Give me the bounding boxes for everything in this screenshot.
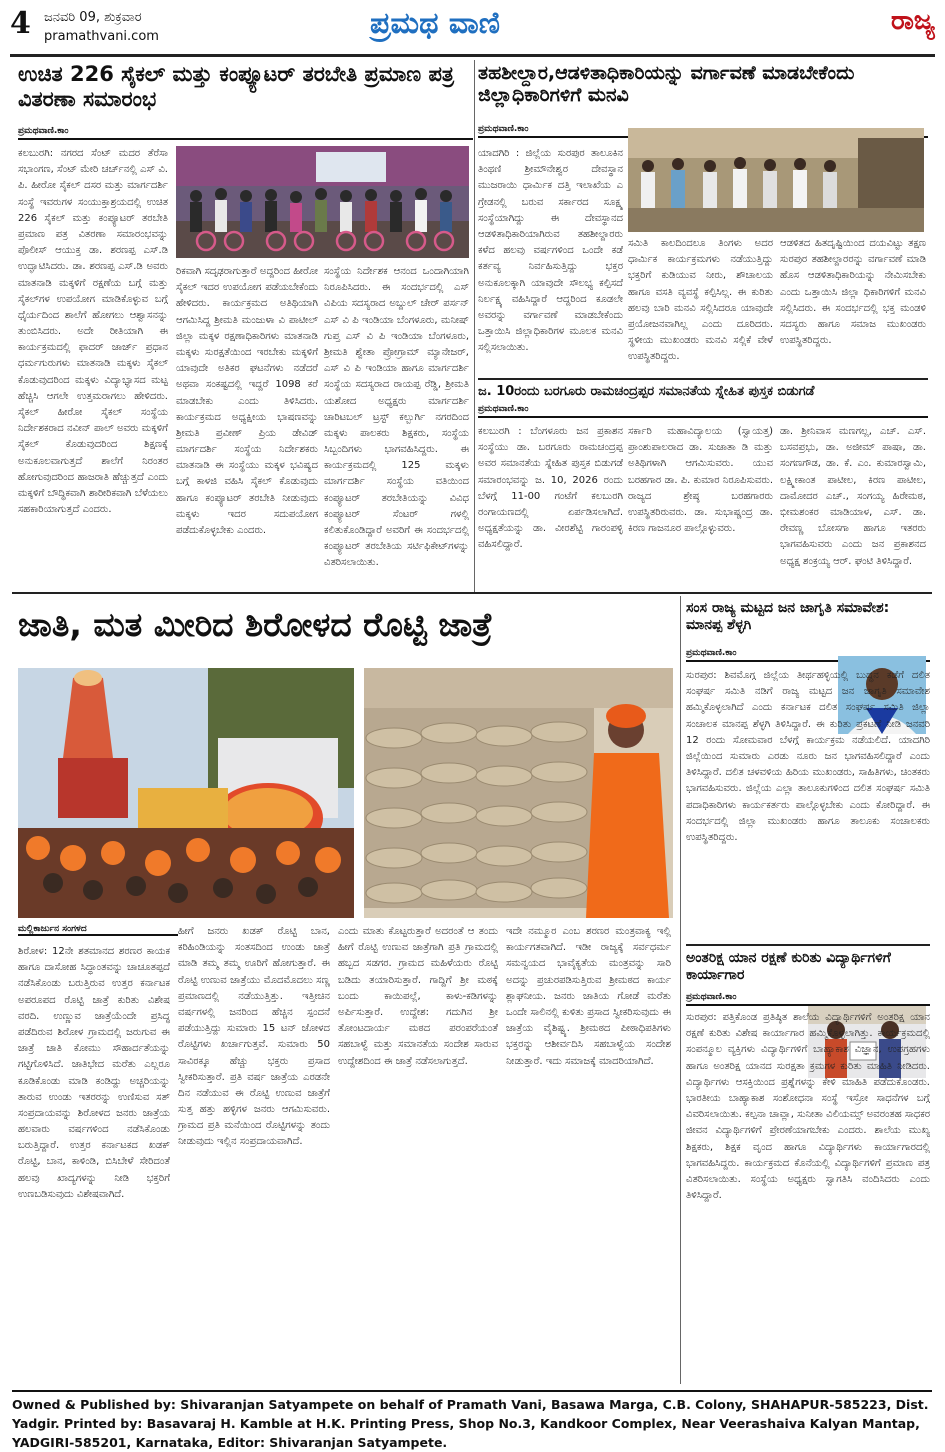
- photo-credit: ಮಲ್ಲಿಕಾರ್ಜುನ ಸಂಗಳದ: [18, 924, 178, 936]
- section-divider: [478, 378, 928, 380]
- antariksha-byline: ಪ್ರಮಥವಾಣಿ.ಕಾಂ: [686, 992, 930, 1006]
- cycle-col3: ಸಂಸ್ಥೆಯ ನಿರ್ದೇಶಕ ಆನಂದ ಒಂದಾಗಿಯಾಗಿ ನಿರೂಪಿಸಿದರು. ಈ ಸಂದರ್ಭದಲ್ಲಿ ಎಸ್ ವಿಪಿಯ ಸದಸ್ಯರಾದ ಅಬ್ದುಲ್ ಚೇರ್ ಪರ್ಸನ್ ಎಸ್ ವಿ ಪಿ ಇಂಡಿಯಾ ಬೆಂಗಳೂರು, ಮನೀಷ್ ಗುಪ್ತ ಎಸ್ ವಿ ಪಿ ಇಂಡಿಯಾ ಬೆಂಗಳೂರು, ಶ್ರೀಮತಿ ಶ್ವೇತಾ ಪ್ರೋಗ್ರಾಮ್ ಮ್ಯಾನೇಜರ್, ಎಸ್ ವಿ ಪಿ ಇಂಡಿಯಾ ಹಾಗೂ ಮಾರ್ಗದರ್ಶಿ ಸಂಸ್ಥೆಯ ಸದಸ್ಯರಾದ ರಾಯಪ್ಪ ರೆಡ್ಡಿ, ಶ್ರೀಮತಿ ಯಶೋದ ಅಧ್ಯಕ್ಷರು ಮಾರ್ಗದರ್ಶಿ ಚಾರಿಟಬಲ್ ಟ್ರಸ್ಟ್ ಕಲ್ಬುರ್ಗಿ ನಗರದಿಂದ ಮಕ್ಕಳು ಪಾಲಕರು ಶಿಕ್ಷಕರು, ಸಂಸ್ಥೆಯ ಸಿಬ್ಬಂದಿಗಳು ಭಾಗವಹಿಸಿದ್ದರು. ಈ ಕಾರ್ಯಕ್ರಮದಲ್ಲಿ 125 ಮಕ್ಕಳು ಮಾರ್ಗದರ್ಶಿ ಸಂಸ್ಥೆಯ ವತಿಯಿಂದ ಕಂಪ್ಯೂಟರ್ ತರಬೇತಿಯನ್ನು ವಿವಿಧ ಕಂಪ್ಯೂಟರ್ ಸೆಂಟರ್ ಗಳಲ್ಲಿ ಕಲಿತುಕೊಂಡಿದ್ದಾರೆ ಅವರಿಗೆ ಈ ಸಂದರ್ಭದಲ್ಲಿ ಕಂಪ್ಯೂಟರ್ ತರಬೇತಿಯ ಸರ್ಟಿಫಿಕೇಟ್‌ಗಳನ್ನು ವಿತರಿಸಲಾಯಿತು.: [324, 266, 469, 569]
- antariksha-headline: ಅಂತರಿಕ್ಷ ಯಾನ ರಕ್ಷಣೆ ಕುರಿತು ವಿದ್ಯಾರ್ಥಿಗಳಿಗೆ ಕಾರ್ಯಾಗಾರ: [686, 950, 891, 983]
- tahsildar-col1: ಯಾದಗಿರಿ : ಜಿಲ್ಲೆಯ ಸುರಪುರ ತಾಲೂಕಿನ ತಿಂಥಣಿ ಶ್ರೀಮೌನೇಶ್ವರ ದೇವಸ್ಥಾನ ಮುಜರಾಯಿ ಧಾರ್ಮಿಕ ದತ್ತಿ ಇಲಾಖೆಯ ಎ ಗ್ರೇಡನಲ್ಲಿ ಬರುವ ಸರ್ಕಾರದ ಸೂಕ್ಷ್ಮ ಸಂಸ್ಥೆಯಾಗಿದ್ದು ಈ ದೇವಸ್ಥಾನದ ಆಡಳಿತಾಧಿಕಾರಿಯಾಗಿರುವ ತಹಶೀಲ್ದಾರರು ಕಳೆದ ಹಲವು ವರ್ಷಗಳಿಂದ ಒಂದೇ ಕಡೆ ಕರ್ತವ್ಯ ನಿರ್ವಹಿಸುತ್ತಿದ್ದು ಭಕ್ತರ ಅನುಕೂಲಕ್ಕಾಗಿ ಯಾವುದೇ ಸೌಲಭ್ಯ ಕಲ್ಪಿಸದೆ ನಿರ್ಲಕ್ಷ್ಯ ವಹಿಸಿದ್ದಾರೆ ಆದ್ದರಿಂದ ಕೂಡಲೇ ಅವರನ್ನು ವರ್ಗಾವಣೆ ಮಾಡಬೇಕೆಂದು ಒತ್ತಾಯಿಸಿ ಜಿಲ್ಲಾಧಿಕಾರಿಗಳ ಮೂಲಕ ಮನವಿ ಸಲ್ಲಿಸಲಾಯಿತು.: [478, 148, 623, 354]
- samavesha-headline: ಸಂಸ ರಾಜ್ಯ ಮಟ್ಟದ ಜನ ಜಾಗೃತಿ ಸಮಾವೇಶ: ಮಾನಪ್ಪ ಶೆಳ್ಳಗಿ: [686, 600, 890, 633]
- antariksha-text: ಸುರಪುರ: ಪತ್ತಿಕೊಂಡ ಪ್ರತಿಷ್ಠಿತ ಶಾಲೆಯ ವಿದ್ಯಾರ್ಥಿಗಳಿಗೆ ಅಂತರಿಕ್ಷ ಯಾನ ರಕ್ಷಣೆ ಕುರಿತು ವಿಶೇಷ ಕಾರ್ಯಾಗಾರ ಹಮ್ಮಿಕೊಳ್ಳಲಾಗಿತ್ತು. ಕಾರ್ಯಕ್ರಮದಲ್ಲಿ ಸಂಪನ್ಮೂಲ ವ್ಯಕ್ತಿಗಳು ವಿದ್ಯಾರ್ಥಿಗಳಿಗೆ ಬಾಹ್ಯಾಕಾಶ ವಿಜ್ಞಾನ, ಉಪಗ್ರಹಗಳು ಹಾಗೂ ಅಂತರಿಕ್ಷ ಯಾನದ ಸುರಕ್ಷತಾ ಕ್ರಮಗಳ ಕುರಿತು ಮಾಹಿತಿ ನೀಡಿದರು. ವಿದ್ಯಾರ್ಥಿಗಳು ಆಸಕ್ತಿಯಿಂದ ಪ್ರಶ್ನೆಗಳನ್ನು ಕೇಳಿ ಮಾಹಿತಿ ಪಡೆದುಕೊಂಡರು. ಭಾರತೀಯ ಬಾಹ್ಯಾಕಾಶ ಸಂಶೋಧನಾ ಸಂಸ್ಥೆ ಇಸ್ರೋ ಸಾಧನೆಗಳ ಬಗ್ಗೆ ವಿವರಿಸಲಾಯಿತು. ಕಲ್ಪನಾ ಚಾವ್ಲಾ, ಸುನೀತಾ ವಿಲಿಯಮ್ಸ್ ಅವರಂತಹ ಸಾಧಕರ ಜೀವನ ವಿದ್ಯಾರ್ಥಿಗಳಿಗೆ ಪ್ರೇರಣೆಯಾಗಬೇಕು ಎಂದರು. ಶಾಲೆಯ ಮುಖ್ಯ ಶಿಕ್ಷಕರು, ಶಿಕ್ಷಕ ವೃಂದ ಹಾಗೂ ವಿದ್ಯಾರ್ಥಿಗಳು ಕಾರ್ಯಾಗಾರದಲ್ಲಿ ಭಾಗವಹಿಸಿದ್ದರು. ಕಾರ್ಯಕ್ರಮದ ಕೊನೆಯಲ್ಲಿ ವಿದ್ಯಾರ್ಥಿಗಳಿಗೆ ಪ್ರಮಾಣ ಪತ್ರ ವಿತರಿಸಲಾಯಿತು. ಸಂಸ್ಥೆಯ ಅಧ್ಯಕ್ಷರು ಸ್ವಾಗತಿಸಿ ವಂದಿಸಿದರು ಎಂದು ತಿಳಿಸಿದ್ದಾರೆ.: [686, 1012, 930, 1202]
- jatre-headline: ಜಾತಿ, ಮತ ಮೀರಿದ ಶಿರೋಳದ ರೊಟ್ಟಿ ಜಾತ್ರೆ: [18, 606, 493, 644]
- tahsildar-photo: [628, 128, 924, 232]
- book-release-col2: ಸರ್ಕಾರಿ ಮಹಾವಿದ್ಯಾಲಯ (ಸ್ವಾಯತ್ತ) ಪ್ರಾಂಶುಪಾಲರಾದ ಡಾ. ಸುಜಾತಾ ಡಿ ಮತ್ತು ಅತಿಥಿಗಳಾಗಿ ಆಗಮಿಸುವರು. ಯುವ ಬರಹಗಾರ ಡಾ. ಪಿ. ಕುಮಾರ ನಿರೂಪಿಸುವರು. ರಾಜ್ಯದ ಶ್ರೇಷ್ಠ ಬರಹಗಾರರು ಉಪಸ್ಥಿತರಿರುವರು. ಡಾ. ಸುಭಾಷ್ಚಂದ್ರ ಡಾ. ಕಿರಣ ಗಾಜನೂರ ಪಾಲ್ಗೊಳ್ಳುವರು.: [628, 426, 773, 535]
- jatre-col1: ಶಿರೋಳ: 12ನೇ ಶತಮಾನದ ಶರಣರ ಕಾಯಕ ಹಾಗೂ ದಾಸೋಹ ಸಿದ್ಧಾಂತವನ್ನು ಚಾಚೂತಪ್ಪದೆ ನಡೆಸಿಕೊಂಡು ಬರುತ್ತಿರುವ ಉತ್ತರ ಕರ್ನಾಟಕ ಅಪರೂಪದ ರೊಟ್ಟಿ ಜಾತ್ರೆ ಕುರಿತು ವಿಶೇಷ ವರದಿ. ಉಣ್ಣುವ ಜಾತ್ರೆಯೆಂದೇ ಪ್ರಸಿದ್ಧ ಪಡೆದಿರುವ ಶಿರೋಳ ಗ್ರಾಮದಲ್ಲಿ ಜರುಗುವ ಈ ಜಾತ್ರೆ ಜಾತಿ ಕೋಮು ಸೌಹಾರ್ದತೆಯನ್ನು ಗಟ್ಟಿಗೊಳಿಸಿದೆ. ಜಾತಿಭೇದ ಮರೆತು ಎಲ್ಲರೂ ಕೂಡಿಕೊಂಡು ಮಾಡಿ ಕಂಡಿದ್ದು ಅಚ್ಚರಿಯನ್ನು ತಾರುವ ಉಂಡು ಇತರರನ್ನು ಉಣಿಸುವ ಸತ್ ಸಂಪ್ರದಾಯವನ್ನು ಶಿರೋಳದ ಜನರು ಜಾತ್ರೆಯ ಹಲವಾರು ವರ್ಷಗಳಿಂದ ನಡೆಸಿಕೊಂಡು ಬರುತ್ತಿದ್ದಾರೆ. ಉತ್ತರ ಕರ್ನಾಟಕದ ಖಡಕ್ ರೊಟ್ಟಿ, ಬಾನ, ಕಾಳಿಂಡಿ, ಬಿಸಿಬೇಳೆ ಸೇರಿದಂತೆ ಹಲವು ಖಾದ್ಯಗಳನ್ನು ನೀಡಿ ಭಕ್ತರಿಗೆ ಉಣಬಡಿಸುವುದು ವಿಶೇಷವಾಗಿದೆ.: [18, 946, 170, 1200]
- tahsildar-col3: ಆಡಳಿತದ ಹಿತದೃಷ್ಟಿಯಿಂದ ದಯವಿಟ್ಟು ತಕ್ಷಣ ಸುರಪುರ ತಹಶೀಲ್ದಾರರನ್ನು ವರ್ಗಾವಣೆ ಮಾಡಿ ಹೊಸ ಆಡಳಿತಾಧಿಕಾರಿಯನ್ನು ನೇಮಿಸಬೇಕು ಎಂದು ಒತ್ತಾಯಿಸಿ ಜಿಲ್ಲಾ ಧಿಕಾರಿಗಳಿಗೆ ಮನವಿ ಸಲ್ಲಿಸಿದರು. ಈ ಸಂದರ್ಭದಲ್ಲಿ ಭಕ್ತ ಮಂಡಳಿ ಸದಸ್ಯರು ಹಾಗೂ ಸಮಾಜ ಮುಖಂಡರು ಉಪಸ್ಥಿತರಿದ್ದರು.: [780, 238, 926, 347]
- tahsildar-col2: ಸಮಿತಿ ಕಾಲದಿಂದಲೂ ತಿಂಗಳು ಅದರ ಧಾರ್ಮಿಕ ಕಾರ್ಯಕ್ರಮಗಳು ನಡೆಯುತ್ತಿದ್ದು ಭಕ್ತರಿಗೆ ಕುಡಿಯುವ ನೀರು, ಶೌಚಾಲಯ ಹಾಗೂ ವಸತಿ ವ್ಯವಸ್ಥೆ ಕಲ್ಪಿಸಿಲ್ಲ. ಈ ಕುರಿತು ಹಲವು ಬಾರಿ ಮನವಿ ಸಲ್ಲಿಸಿದರೂ ಯಾವುದೇ ಪ್ರಯೋಜನವಾಗಿಲ್ಲ ಎಂದು ದೂರಿದರು. ಸ್ಥಳೀಯ ಮುಖಂಡರು ಮನವಿ ಸಲ್ಲಿಕೆ ವೇಳೆ ಉಪಸ್ಥಿತರಿದ್ದರು.: [628, 238, 773, 363]
- column-divider: [474, 60, 475, 592]
- column-divider: [680, 596, 681, 1384]
- paper-logo: [370, 6, 500, 41]
- samavesha-byline: ಪ್ರಮಥವಾಣಿ.ಕಾಂ: [686, 648, 930, 662]
- cycle-byline: ಪ್ರಮಥವಾಣಿ.ಕಾಂ: [18, 126, 473, 140]
- jatre-rotti-photo: [364, 668, 673, 918]
- issue-date: ಜನವರಿ 09, ಶುಕ್ರವಾರ: [44, 10, 142, 25]
- page-number: 4: [10, 6, 31, 41]
- publisher-imprint: Owned & Published by: Shivaranjan Satyampete on behalf of Pramath Vani, Basawa Marga, C.B. Colony, SHAHAPUR-585223, Dist. Yadgir. Printed by: Basavaraj H. Kamble at H.K. Printing Press, Shop No.3, Kandkoor Complex, Near Veerashaiva Kalyan Mantap, YADGIRI-585201, Karnataka, Editor: Shivaranjan Satyampete.: [12, 1390, 932, 1452]
- jatre-col2: ಹೀಗೆ ಜನರು ಖಡಕ್ ರೊಟ್ಟಿ ಬಾನ, ಕರಿಹಿಂಡಿಯನ್ನು ಸಂತಸದಿಂದ ಉಂಡು ಜಾತ್ರೆ ಮಾಡಿ ತಮ್ಮ ತಮ್ಮ ಊರಿಗೆ ಹೋಗುತ್ತಾರೆ. ಈ ರೊಟ್ಟಿ ಉಣುವ ಜಾತ್ರೆಯು ಮೊದಮೊದಲು ಸಣ್ಣ ಪ್ರಮಾಣದಲ್ಲಿ ನಡೆಯುತ್ತಿತ್ತು. ಇತ್ತೀಚಿನ ವರ್ಷಗಳಲ್ಲಿ ಜನರಿಂದ ಹೆಚ್ಚಿನ ಸ್ಪಂದನೆ ಪಡೆಯುತ್ತಿದ್ದು ಸುಮಾರು 15 ಟನ್ ಜೋಳದ ರೊಟ್ಟಿಗಳು ಖರ್ಚಾಗುತ್ತವೆ. ಸುಮಾರು 50 ಸಾವಿರಕ್ಕೂ ಹೆಚ್ಚು ಭಕ್ತರು ಪ್ರಸಾದ ಸ್ವೀಕರಿಸುತ್ತಾರೆ. ಪ್ರತಿ ವರ್ಷ ಜಾತ್ರೆಯ ಎರಡನೇ ದಿನ ನಡೆಯುವ ಈ ರೊಟ್ಟಿ ಉಣುವ ಜಾತ್ರೆಗೆ ಸುತ್ತ ಹತ್ತು ಹಳ್ಳಿಗಳ ಜನರು ಆಗಮಿಸುವರು. ಗ್ರಾಮದ ಪ್ರತಿ ಮನೆಯಿಂದ ರೊಟ್ಟಿಗಳನ್ನು ತಂದು ನೀಡುವುದು ಇಲ್ಲಿನ ಸಂಪ್ರದಾಯವಾಗಿದೆ.: [178, 926, 330, 1148]
- jatre-chariot-photo: [18, 668, 354, 918]
- tahsildar-byline: ಪ್ರಮಥವಾಣಿ.ಕಾಂ: [478, 124, 928, 138]
- section-label: ರಾಜ್ಯ: [891, 6, 935, 36]
- section-divider: [12, 592, 932, 594]
- section-divider: [686, 944, 930, 946]
- cycle-col2: ರಿಕವಾಗಿ ಸದೃಢರಾಗುತ್ತಾರೆ ಅದ್ದರಿಂದ ಹೀರೋ ಸೈಕಲ್ ಇದರ ಉಪಯೋಗ ಪಡೆಯಬೇಕೆಂದು ಹೇಳಿದರು. ಕಾರ್ಯಕ್ರಮದ ಅತಿಥಿಯಾಗಿ ಆಗಮಿಸಿದ್ದ ಶ್ರೀಮತಿ ಮಂಜುಳಾ ವಿ ಪಾಟೀಲ್ ಜಿಲ್ಲಾ ಮಕ್ಕಳ ರಕ್ಷಣಾಧಿಕಾರಿಗಳು ಮಾತನಾಡಿ ಮಕ್ಕಳು ಸುರಕ್ಷತೆಯಿಂದ ಇರಬೇಕು ಮಕ್ಕಳಿಗೆ ಯಾವುದೇ ಅತಿಕರ ಘಟನೆಗಳು ನಡೆದರೆ ಅಥವಾ ಸಂಕಷ್ಟದಲ್ಲಿ ಇದ್ದರೆ 1098 ಕರೆ ಮಾಡಬೇಕು ಎಂದು ತಿಳಿಸಿದರು. ಕಾರ್ಯಕ್ರಮದ ಅಧ್ಯಕ್ಷೀಯ ಭಾಷಣವನ್ನು ಶ್ರೀಮತಿ ಪ್ರವೀಣ್ ಪ್ರಿಯ ಡೇವಿಡ್ ಮಾರ್ಗದರ್ಶಿ ಸಂಸ್ಥೆಯ ನಿರ್ದೇಶಕರು ಮಾತನಾಡಿ ಈ ಸಂಸ್ಥೆಯು ಮಕ್ಕಳ ಭವಿಷ್ಯದ ಬಗ್ಗೆ ಕಾಳಜಿ ವಹಿಸಿ ಸೈಕಲ್ ಕೊಡುವುದು ಹಾಗೂ ಕಂಪ್ಯೂಟರ್ ತರಬೇತಿ ನೀಡುವುದು ಮಕ್ಕಳು ಇದರ ಸದುಪಯೋಗ ಪಡೆದುಕೊಳ್ಳಬೇಕು ಎಂದರು.: [176, 266, 318, 536]
- cycle-photo: [176, 146, 469, 258]
- book-release-col3: ಡಾ. ಶ್ರೀನಿವಾಸ ಮಣಗಲ್ಲ, ಎಚ್. ಎಸ್. ಬಸವಪ್ರಭು, ಡಾ. ಅಜೀಮ್ ಪಾಷಾ, ಡಾ. ಸಂಗಣಗೌಡ, ಡಾ. ಕೆ. ಎಂ. ಕುಮಾರಸ್ವಾಮಿ, ಲಕ್ಷ್ಮೀಕಾಂತ ಪಾಟೀಲ, ಕಿರಣ ಪಾಟೀಲ, ದಾಮೋದರ ಎಚ್., ಸಂಗಯ್ಯ ಹಿರೇಮಠ, ಭೀಮಶಂಕರ ಮಾಡಿಯಾಳ, ಎಸ್. ಡಾ. ರೇವಣ್ಣ ಬೋಸಗಾ ಹಾಗೂ ಇತರರು ಭಾಗವಹಿಸುವರು ಎಂದು ಜನ ಪ್ರಕಾಶನದ ಅಧ್ಯಕ್ಷ ಶಂಕ್ರಯ್ಯ ಆರ್. ಘಂಟಿ ತಿಳಿಸಿದ್ದಾರೆ.: [780, 426, 926, 567]
- book-release-headline: ಜ. 10ರಂದು ಬರಗೂರು ರಾಮಚಂದ್ರಪ್ಪರ ಸಮಾನತೆಯ ಸ್ನೇಹಿತ ಪುಸ್ತಕ ಬಿಡುಗಡೆ: [478, 384, 815, 399]
- jatre-col3: ಎಂದು ಮಾತು ಕೊಟ್ಟರುತ್ತಾರೆ ಅದರಂತೆ ಆ ತಂದು ಹೀಗೆ ರೊಟ್ಟಿ ಉಣುವ ಜಾತ್ರೆಗಾಗಿ ಪ್ರತಿ ಗ್ರಾಮದಲ್ಲಿ ಹಬ್ಬದ ಸಡಗರ. ಗ್ರಾಮದ ಮಹಿಳೆಯರು ರೊಟ್ಟಿ ಬಡಿದು ತಯಾರಿಸುತ್ತಾರೆ. ಗಾದ್ದಿಗೆ ಶ್ರೀ ಮಠಕ್ಕೆ ಬಂದು ಕಾಯಿಪಲ್ಲೆ, ಕಾಳು-ಕಡಿಗಳನ್ನು ಅರ್ಪಿಸುತ್ತಾರೆ. ಉದ್ದೇಶ: ಗದುಗಿನ ಶ್ರೀ ತೋಂಟದಾರ್ಯ ಮಠದ ಪರಂಪರೆಯಂತೆ ಸಹಬಾಳ್ವೆ ಮತ್ತು ಸಮಾನತೆಯ ಸಂದೇಶ ಸಾರುವ ಉದ್ದೇಶದಿಂದ ಈ ಜಾತ್ರೆ ನಡೆಸಲಾಗುತ್ತದೆ.: [338, 926, 498, 1067]
- logo-word-1: ಪ್ರಮಥ: [370, 6, 439, 41]
- logo-word-2: ವಾಣಿ: [448, 6, 501, 41]
- cycle-headline: ಉಚಿತ 226 ಸೈಕಲ್ ಮತ್ತು ಕಂಪ್ಯೂಟರ್ ತರಬೇತಿ ಪ್ರಮಾಣ ಪತ್ರ ವಿತರಣಾ ಸಮಾರಂಭ: [18, 62, 454, 111]
- tahsildar-headline: ತಹಶೀಲ್ದಾರ,ಆಡಳಿತಾಧಿಕಾರಿಯನ್ನು ವರ್ಗಾವಣೆ ಮಾಡಬೇಕೆಂದು ಜಿಲ್ಲಾಧಿಕಾರಿಗಳಿಗೆ ಮನವಿ: [478, 62, 855, 107]
- jatre-col4: ಇದೇ ನಮ್ಮೂರ ಎಂಬ ಶರಣರ ಮಂತ್ರವಾಕ್ಯ ಇಲ್ಲಿ ಕಾರ್ಯಗತವಾಗಿದೆ. ಇಡೀ ರಾಜ್ಯಕ್ಕೆ ಸರ್ವಧರ್ಮ ಸಮನ್ವಯದ ಭಾವೈಕ್ಯತೆಯ ಮಂತ್ರವನ್ನು ಸಾರಿ ಅದನ್ನು ಪ್ರಚುರಪಡಿಸುತ್ತಿರುವ ಶ್ರೀಮಠದ ಕಾರ್ಯ ಶ್ಲಾಘನೀಯ. ಜನರು ಜಾತಿಯ ಗೋಡೆ ಮರೆತು ಒಂದೇ ಸಾಲಿನಲ್ಲಿ ಕುಳಿತು ಪ್ರಸಾದ ಸ್ವೀಕರಿಸುವುದು ಈ ಜಾತ್ರೆಯ ವೈಶಿಷ್ಟ್ಯ. ಶ್ರೀಮಠದ ಪೀಠಾಧಿಪತಿಗಳು ಭಕ್ತರನ್ನು ಆಶೀರ್ವದಿಸಿ ಸಹಬಾಳ್ವೆಯ ಸಂದೇಶ ನೀಡುತ್ತಾರೆ. ಇದು ಸಮಾಜಕ್ಕೆ ಮಾದರಿಯಾಗಿದೆ.: [506, 926, 671, 1067]
- samavesha-text: ಸುರಪುರ: ಶಿವಮೊಗ್ಗ ಜಿಲ್ಲೆಯ ತೀರ್ಥಹಳ್ಳಿಯಲ್ಲಿ ಬುದ್ಧನ ಕಡೆಗೆ ದಲಿತ ಸಂಘರ್ಷ ಸಮಿತಿ ನಡಿಗೆ ರಾಜ್ಯ ಮಟ್ಟದ ಜನ ಜಾಗೃತಿ ಸಮಾವೇಶ ಹಮ್ಮಿಕೊಳ್ಳಲಾಗಿದೆ ಎಂದು ಕರ್ನಾಟಕ ದಲಿತ ಸಂಘರ್ಷ ಸಮಿತಿ ಜಿಲ್ಲಾ ಸಂಚಾಲಕ ಮಾನಪ್ಪ ಶೆಳ್ಳಗಿ ತಿಳಿಸಿದ್ದಾರೆ. ಈ ಕುರಿತು ಪ್ರಕಟಣೆ ನೀಡಿ ಜನವರಿ 12 ರಂದು ಸೋಮವಾರ ಬೆಳಗ್ಗೆ ಕಾರ್ಯಕ್ರಮ ನಡೆಯಲಿದೆ. ಯಾದಗಿರಿ ಜಿಲ್ಲೆಯಿಂದ ಸುಮಾರು ಎರಡು ನೂರು ಜನ ಭಾಗವಹಿಸಲಿದ್ದಾರೆ ಎಂದು ತಿಳಿಸಿದ್ದಾರೆ. ದಲಿತ ಚಳವಳಿಯ ಹಿರಿಯ ಮುಖಂಡರು, ಸಾಹಿತಿಗಳು, ಚಿಂತಕರು ಭಾಗವಹಿಸುವರು. ಜಿಲ್ಲೆಯ ಎಲ್ಲಾ ತಾಲೂಕುಗಳಿಂದ ದಲಿತ ಸಂಘರ್ಷ ಸಮಿತಿ ಪದಾಧಿಕಾರಿಗಳು ಕಾರ್ಯಕರ್ತರು ಪಾಲ್ಗೊಳ್ಳಬೇಕು ಎಂದು ಕೋರಿದ್ದಾರೆ. ಈ ಸಂದರ್ಭದಲ್ಲಿ ಜಿಲ್ಲಾ ಮುಖಂಡರು ಹಾಗೂ ತಾಲೂಕು ಸಂಚಾಲಕರು ಉಪಸ್ಥಿತರಿದ್ದರು.: [686, 670, 930, 843]
- book-release-col1: ಕಲಬುರಗಿ : ಬೆಂಗಳೂರು ಜನ ಪ್ರಕಾಶನ ಸಂಸ್ಥೆಯು ಡಾ. ಬರಗೂರು ರಾಮಚಂದ್ರಪ್ಪ ಅವರ ಸಮಾನತೆಯ ಸ್ನೇಹಿತ ಪುಸ್ತಕ ಬಿಡುಗಡೆ ಸಮಾರಂಭವನ್ನು ಜ. 10, 2026 ರಂದು ಬೆಳಗ್ಗೆ 11-00 ಗಂಟೆಗೆ ಕಲಬುರಗಿ ರಂಗಾಯಣದಲ್ಲಿ ಏರ್ಪಡಿಸಲಾಗಿದೆ. ಅಧ್ಯಕ್ಷತೆಯನ್ನು ಡಾ. ವೀರಶೆಟ್ಟಿ ಗಾರಂಪಳ್ಳಿ ವಹಿಸಲಿದ್ದಾರೆ.: [478, 426, 623, 551]
- cycle-col1: ಕಲಬುರಗಿ: ನಗರದ ಸೆಂಟ್ ಮದರ ತೆರೆಸಾ ಸಭಾಂಗಣ, ಸೆಂಟ್ ಮೇರಿ ಚರ್ಚ್‌ನಲ್ಲಿ ಎಸ್ ವಿ. ಪಿ. ಹೀರೋ ಸೈಕಲ್ ದಸರ ಮತ್ತು ಮಾರ್ಗದರ್ಶಿ ಸಂಸ್ಥೆ ಇವರುಗಳ ಸಂಯುಕ್ತಾಶ್ರಯದಲ್ಲಿ ಉಚಿತ 226 ಸೈಕಲ್ ಮತ್ತು ಕಂಪ್ಯೂಟರ್ ತರಬೇತಿ ಪ್ರಮಾಣ ಪತ್ರ ವಿತರಣಾ ಸಮಾರಂಭವನ್ನು ಪೊಲೀಸ್ ಆಯುಕ್ತ ಡಾ. ಶರಣಪ್ಪ ಎಸ್.ಡಿ ಉದ್ಘಾಟಿಸಿದರು. ಡಾ. ಶರಣಪ್ಪ ಎಸ್.ಡಿ ಅವರು ಮಾತನಾಡಿ ಮಕ್ಕಳಿಗೆ ರಕ್ಷಣೆಯ ಬಗ್ಗೆ ಮತ್ತು ಸೈಕಲ್‌ಗಳ ಉಪಯೋಗ ಮಾಡಿಕೊಳ್ಳುವ ಬಗ್ಗೆ ಧೈರ್ಯದಿಂದ ಶಾಲೆಗೆ ಹೋಗಲು ಆಶ್ವಾಸನನ್ನು ತುಂಬಿಸಿದರು. ಅದೇ ರೀತಿಯಾಗಿ ಈ ಕಾರ್ಯಕ್ರಮದಲ್ಲಿ ಫಾದರ್ ಜಾರ್ಜ್ ಪ್ರಧಾನ ಧರ್ಮಗುರುಗಳು ಮಾತನಾಡಿ ಮಕ್ಕಳು ಸೈಕಲ್ ಕೊಡುವುದರಿಂದ ಮಕ್ಕಳು ವಿದ್ಯಾಭ್ಯಾಸದ ಮಟ್ಟ ಹೆಚ್ಚಿಸಿ ಆಗಲೇ ಉತ್ತಮರಾಗಲು ಹೇಳಿದರು. ಸೈಕಲ್ ಹೀರೋ ಸೈಕಲ್ ಸಂಸ್ಥೆಯ ನಿರ್ದೇಶಕರಾದ ನವೀನ್ ಪಾಲ್ ಅವರು ಮಕ್ಕಳಿಗೆ ಸೈಕಲ್ ಕೊಡುವುದರಿಂದ ಶಿಕ್ಷಣಕ್ಕೆ ಅನುಕೂಲವಾಗುತ್ತದೆ ಶಾಲೆಗೆ ನಿರಂತರ ಹೋಗುವುದರಿಂದ ಹಾಜರಾತಿ ಹೆಚ್ಚುತ್ತದೆ ಎಂದು ಮಕ್ಕಳಿಗೆ ಬೌದ್ಧಿಕವಾಗಿ ಶಾರೀರಿಕವಾಗಿ ಬೆಳೆಯಲು ಸಹಕಾರಿಯಾಗುತ್ತದೆ ಎಂದರು.: [18, 148, 168, 516]
- website-link[interactable]: pramathvani.com: [44, 29, 159, 44]
- masthead: [10, 6, 935, 57]
- book-release-byline: ಪ್ರಮಥವಾಣಿ.ಕಾಂ: [478, 404, 928, 418]
